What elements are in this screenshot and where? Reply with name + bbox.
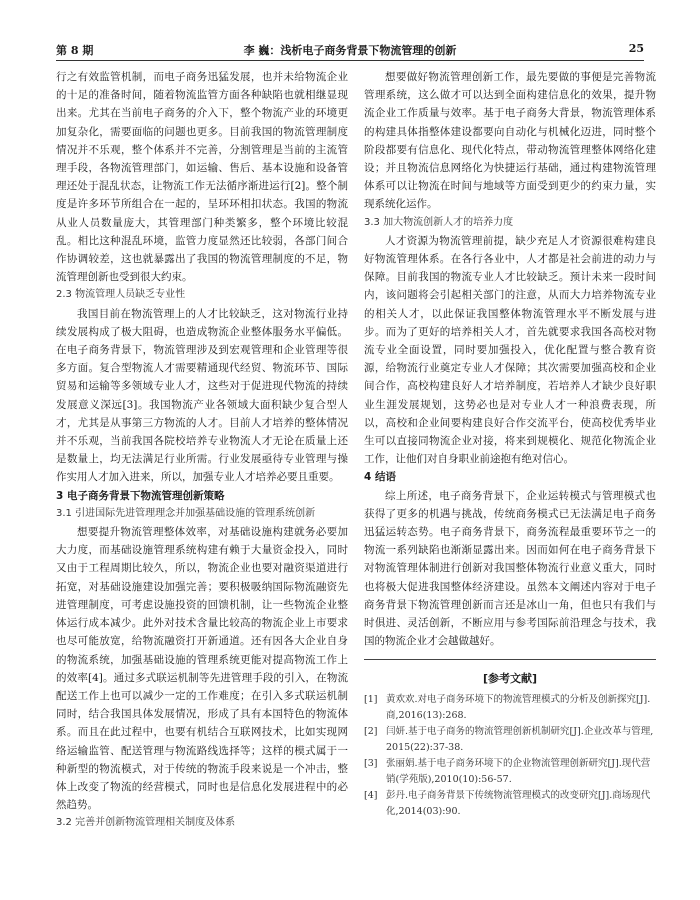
running-header — [56, 40, 644, 61]
paragraph: 综上所述，电子商务背景下，企业运转模式与管理模式也获得了更多的机遇与挑战，传统商务模式已无法满足电子商务迅猛运转态势。电子商务背景下，商务流程最重要环节之一的物流一系列缺陷也渐渐显露出来。因而如何在电子商务背景下对物流管理体制进行创新对我国整体物流行业意义重大，同时也将极大促进我国整体经济建设。虽然本文阐述内容对于电子商务背景下物流管理创新而言还是冰山一角，但也只有我们与时俱进、灵活创新，不断应用与参考国际前沿理念与技术，我国的物流企业才会越做越好。 — [364, 489, 656, 648]
reference-text: 彭丹.电子商务背景下传统物流管理模式的改变研究[J].商场现代化,2014(03):90. — [386, 789, 651, 817]
reference-item — [364, 692, 656, 724]
reference-text: 闫妍.基于电子商务的物流管理创新机制研究[J].企业改革与管理,2015(22):37-38. — [386, 725, 654, 753]
section-heading-3-1: 3.1 引进国际先进管理理念并加强基础设施的管理系统创新 — [56, 507, 316, 519]
reference-text: 张丽娟.基于电子商务环境下的企业物流管理创新研究[J].现代营销(学苑版),2010(10):56-57. — [386, 757, 651, 785]
section-heading-2-3: 2.3 物流管理人员缺乏专业性 — [56, 289, 186, 301]
section-heading-3-2: 3.2 完善并创新物流管理相关制度及体系 — [56, 817, 236, 829]
references-list — [364, 692, 656, 820]
section-heading-3-3: 3.3 加大物流创新人才的培养力度 — [364, 216, 514, 228]
reference-number: [1] — [364, 693, 378, 705]
paragraph: 行之有效监管机制，而电子商务迅猛发展，也并未给物流企业的十足的准备时间，随着物流监管方面各种缺陷也就相继显现出来。尤其在当前电子商务的介入下，整个物流产业的环境更加复杂化，需要面临的问题也更多。目前我国的物流管理制度情况并不乐观，整个体系并不完善，分割管理是当前的主流管理手段，各物流管理部门，如运输、售后、基本设施和设备管理还处于混乱状态，让物流工作无法循序渐进运行[2]。整个制度是许多环节所组合在一起的，呈环环相扣状态。我国的物流从业人员数量庞大，其管理部门种类繁多，整个环境比较混乱。相比这种混乱环境，监管力度显然还比较弱，各部门间合作协调较差，这也就暴露出了我国的物流管理制度的不足，物流管理创新也受到很大约束。 — [56, 71, 348, 284]
paragraph: 我国目前在物流管理上的人才比较缺乏，这对物流行业持续发展构成了极大阻碍，也造成物流企业整体服务水平偏低。在电子商务背景下，物流管理涉及到宏观管理和企业管理等很多方面。复合型物流人才需要精通现代经贸、物流环节、国际贸易和运输等多领域专业人才，这些对于促进现代物流的持续发展意义深远[3]。我国物流产业各领域大面积缺少复合型人才，尤其是从事第三方物流的人才。目前人才培养的整体情况并不乐观，当前我国各院校培养专业物流人才无论在质量上还是数量上，均无法满足行业所需。行业发展亟待专业管理与操作实用人才加入进来，所以，加强专业人才培养必要且重要。 — [56, 307, 348, 484]
paragraph: 想要做好物流管理创新工作，最先要做的事便是完善物流管理系统，这么做才可以达到全面构建信息化的效果，提升物流企业工作质量与效率。基于电子商务大背景，物流管理体系的构建具体指整体建设都要向自动化与机械化迈进，同时整个阶段都要有信息化、现代化特点，带动物流管理整体网络化建设；并且物流信息网络化为快捷运行基础，通过构建物流管理体系可以让物流在时间与地域等方面受到更少的约束力量，实现系统化运作。 — [364, 71, 656, 211]
reference-text: 黄欢欢.对电子商务环境下的物流管理模式的分析及创新探究[J].商,2016(13):268. — [386, 693, 651, 721]
reference-item — [364, 724, 656, 756]
references-divider — [364, 659, 656, 660]
reference-number: [3] — [364, 757, 378, 769]
reference-item — [364, 788, 656, 820]
issue-label: 第 8 期 — [56, 44, 94, 57]
running-title: 李 巍：浅析电子商务背景下物流管理的创新 — [243, 44, 457, 57]
paragraph: 人才资源为物流管理前提，缺少充足人才资源很难构建良好物流管理体系。在各行各业中，人才都是社会前进的动力与保障。目前我国的物流专业人才比较缺乏。预计未来一段时间内，该问题将会引起相关部门的注意，从而大力培养物流专业的相关人才，以此保证我国整体物流管理水平不断发展与进步。而为了更好的培养相关人才，首先就要求我国各高校对物流专业全面设置，同时要加强投入，优化配置与整合教育资源，给物流行业奠定专业人才保障；其次需要加强高校和企业间合作，高校构建良好人才培养制度，若培养人才缺少良好职业生涯发展规划，这势必也是对专业人才一种浪费表现，所以，高校和企业间要构建良好合作交流平台，使高校优秀毕业生可以直接同物流企业对接，将来到规模化、规范化物流企业工作，让他们对自身职业前途抱有绝对信心。 — [364, 234, 656, 466]
left-column — [56, 68, 348, 833]
section-heading-4: 4 结语 — [364, 471, 396, 484]
references-title: [参考文献] — [482, 671, 538, 685]
right-column — [364, 68, 656, 820]
section-heading-3: 3 电子商务背景下物流管理创新策略 — [56, 489, 225, 502]
reference-number: [4] — [364, 789, 378, 801]
paragraph: 想要提升物流管理整体效率，对基础设施构建就务必要加大力度，而基础设施管理系统构建有赖于大量资金投入，同时又由于工程周期比较久，所以，物流企业也要对融资渠道进行拓宽，对基础设施建设加强完善；要积极吸纳国际物流融资先进管理制度，可考虑设施投资的回馈机制，让一些物流企业整体运行成本减少。此外对技术含量比较高的物流企业上市要求也尽可能放宽，给物流融资打开新通道。还有因各大企业自身的物流系统，加强基础设施的管理系统更能对提高物流工作上的效率[4]。通过多式联运机制等先进管理手段的引入，在物流配送工作上也可以减少一定的工作难度；在引入多式联运机制同时，结合我国具体发展情况，形成了具有本国特色的物流体系。而且在此过程中，也要有机结合互联网技术，比如实现网络运输监管、配送管理与物流路线选择等；这样的模式属于一种新型的物流模式，对于传统的物流手段来说是一个冲击，整体上改变了物流的经营模式，同时也是信息化发展进程中的必然趋势。 — [56, 526, 348, 812]
page-number: 25 — [628, 42, 644, 55]
reference-number: [2] — [364, 725, 378, 737]
reference-item — [364, 756, 656, 788]
